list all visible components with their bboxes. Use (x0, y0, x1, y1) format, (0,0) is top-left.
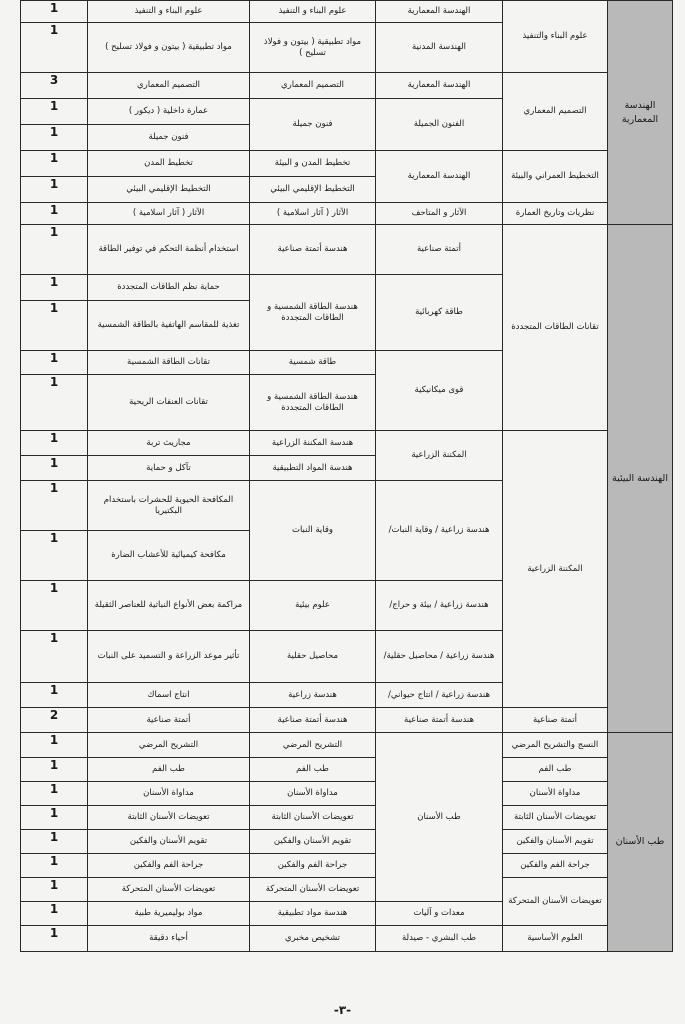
count-cell: 1 (21, 902, 88, 926)
subject-cell: طب الفم (250, 758, 376, 782)
table-row (21, 1, 673, 23)
course-cell: تقويم الأسنان والفكين (88, 830, 250, 854)
course-cell: تغذية للمقاسم الهاتفية بالطاقة الشمسية (88, 301, 250, 351)
count-cell: 1 (21, 99, 88, 125)
course-cell: تعويضات الأسنان المتحركة (88, 878, 250, 902)
major-cell: معدات و آليات (376, 902, 503, 926)
count-cell: 1 (21, 275, 88, 301)
field-cell: تعويضات الأسنان الثابتة (503, 806, 608, 830)
course-cell: مراكمة بعض الأنواع النباتية للعناصر الثقيلة (88, 581, 250, 631)
count-cell: 1 (21, 375, 88, 431)
major-cell: الفنون الجميلة (376, 99, 503, 151)
subject-cell: هندسة المواد التطبيقية (250, 456, 376, 481)
department-architecture: الهندسة المعمارية (608, 1, 673, 225)
subject-cell: تعويضات الأسنان المتحركة (250, 878, 376, 902)
major-cell: الهندسة المعمارية (376, 73, 503, 99)
subject-cell: هندسة الطاقة الشمسية و الطاقات المتجددة (250, 375, 376, 431)
course-cell: مواد تطبيقية ( بيتون و فولاذ تسليح ) (88, 23, 250, 73)
course-cell: مكافحة كيميائية للأعشاب الضارة (88, 531, 250, 581)
course-cell: تعويضات الأسنان الثابتة (88, 806, 250, 830)
course-cell: تقانات الطاقة الشمسية (88, 351, 250, 375)
major-cell: أتمتة صناعية (376, 225, 503, 275)
course-cell: مجاريث تربة (88, 431, 250, 456)
table-row (21, 806, 673, 830)
subject-cell: فنون جميلة (250, 99, 376, 151)
subject-cell: هندسة الطاقة الشمسية و الطاقات المتجددة (250, 275, 376, 351)
field-cell: مداواة الأسنان (503, 782, 608, 806)
major-cell: هندسة أتمتة صناعية (376, 708, 503, 733)
count-cell: 1 (21, 151, 88, 177)
subject-cell: جراحة الفم والفكين (250, 854, 376, 878)
table-row (21, 854, 673, 878)
count-cell: 1 (21, 631, 88, 683)
course-cell: تأثير موعد الزراعة و التسميد على النبات (88, 631, 250, 683)
subject-cell: التصميم المعماري (250, 73, 376, 99)
subject-cell: هندسة أتمتة صناعية (250, 708, 376, 733)
count-cell: 1 (21, 481, 88, 531)
subject-cell: الآثار ( آثار اسلامية ) (250, 203, 376, 225)
field-cell: تعويضات الأسنان المتحركة (503, 878, 608, 926)
major-cell: هندسة زراعية / انتاج حيواني/ (376, 683, 503, 708)
count-cell: 1 (21, 878, 88, 902)
subject-cell: تخطيط المدن و البيئة (250, 151, 376, 177)
table-row (21, 225, 673, 275)
table-row (21, 830, 673, 854)
course-cell: أتمتة صناعية (88, 708, 250, 733)
course-cell: أحياء دقيقة (88, 926, 250, 952)
course-cell: مداواة الأسنان (88, 782, 250, 806)
subject-cell: علوم بيئية (250, 581, 376, 631)
course-cell: حماية نظم الطاقات المتجددة (88, 275, 250, 301)
count-cell: 1 (21, 854, 88, 878)
course-cell: تقانات العنفات الريحية (88, 375, 250, 431)
course-cell: تآكل و حماية (88, 456, 250, 481)
course-cell: تخطيط المدن (88, 151, 250, 177)
subject-cell: تعويضات الأسنان الثابتة (250, 806, 376, 830)
department-dentistry: طب الأسنان (608, 733, 673, 952)
count-cell: 1 (21, 225, 88, 275)
department-environmental: الهندسة البيئية (608, 225, 673, 733)
major-cell: طب البشري - صيدلة (376, 926, 503, 952)
major-cell: الهندسة المدنية (376, 23, 503, 73)
courses-table-sheet (20, 0, 672, 995)
count-cell: 1 (21, 125, 88, 151)
subject-cell: محاصيل حقلية (250, 631, 376, 683)
major-cell: طب الأسنان (376, 733, 503, 902)
subject-cell: هندسة المكننة الزراعية (250, 431, 376, 456)
table-row (21, 203, 673, 225)
table-row (21, 708, 673, 733)
subject-cell: هندسة زراعية (250, 683, 376, 708)
count-cell: 1 (21, 203, 88, 225)
major-cell: هندسة زراعية / وقاية النبات/ (376, 481, 503, 581)
subject-cell: تقويم الأسنان والفكين (250, 830, 376, 854)
course-cell: مواد بوليميرية طبية (88, 902, 250, 926)
count-cell: 1 (21, 683, 88, 708)
subject-cell: طاقة شمسية (250, 351, 376, 375)
count-cell: 1 (21, 733, 88, 758)
course-cell: التشريح المرضي (88, 733, 250, 758)
subject-cell: تشخيص مخبري (250, 926, 376, 952)
count-cell: 1 (21, 456, 88, 481)
course-cell: الآثار ( آثار اسلامية ) (88, 203, 250, 225)
course-cell: علوم البناء و التنفيذ (88, 1, 250, 23)
table-row (21, 878, 673, 902)
course-cell: استخدام أنظمة التحكم في توفير الطاقة (88, 225, 250, 275)
field-cell: طب الفم (503, 758, 608, 782)
major-cell: هندسة زراعية / محاصيل حقلية/ (376, 631, 503, 683)
major-cell: الهندسة المعمارية (376, 1, 503, 23)
field-cell: التخطيط العمراني والبيئة (503, 151, 608, 203)
count-cell: 1 (21, 782, 88, 806)
table-row (21, 151, 673, 177)
count-cell: 1 (21, 531, 88, 581)
count-cell: 1 (21, 758, 88, 782)
field-cell: نظريات وتاريخ العمارة (503, 203, 608, 225)
subject-cell: هندسة أتمتة صناعية (250, 225, 376, 275)
count-cell: 1 (21, 926, 88, 952)
major-cell: الآثار و المتاحف (376, 203, 503, 225)
table-row (21, 758, 673, 782)
subject-cell: مداواة الأسنان (250, 782, 376, 806)
field-cell: التصميم المعماري (503, 73, 608, 151)
count-cell: 1 (21, 301, 88, 351)
field-cell: جراحة الفم والفكين (503, 854, 608, 878)
table-row (21, 926, 673, 952)
table-row (21, 431, 673, 456)
major-cell: هندسة زراعية / بيئة و حراج/ (376, 581, 503, 631)
field-cell: العلوم الأساسية (503, 926, 608, 952)
courses-table (20, 0, 673, 952)
count-cell: 3 (21, 73, 88, 99)
course-cell: انتاج اسماك (88, 683, 250, 708)
course-cell: جراحة الفم والفكين (88, 854, 250, 878)
count-cell: 2 (21, 708, 88, 733)
count-cell: 1 (21, 431, 88, 456)
count-cell: 1 (21, 177, 88, 203)
table-row (21, 73, 673, 99)
subject-cell: وقاية النبات (250, 481, 376, 581)
field-cell: تقانات الطاقات المتجددة (503, 225, 608, 431)
count-cell: 1 (21, 806, 88, 830)
course-cell: المكافحة الحيوية للحشرات باستخدام البكتيريا (88, 481, 250, 531)
major-cell: الهندسة المعمارية (376, 151, 503, 203)
subject-cell: علوم البناء و التنفيذ (250, 1, 376, 23)
subject-cell: التشريح المرضي (250, 733, 376, 758)
field-cell: المكننة الزراعية (503, 431, 608, 708)
subject-cell: هندسة مواد تطبيقية (250, 902, 376, 926)
field-cell: علوم البناء والتنفيذ (503, 1, 608, 73)
major-cell: المكننة الزراعية (376, 431, 503, 481)
subject-cell: التخطيط الإقليمي البيئي (250, 177, 376, 203)
table-row (21, 782, 673, 806)
major-cell: طاقة كهربائية (376, 275, 503, 351)
course-cell: التخطيط الإقليمي البيئي (88, 177, 250, 203)
field-cell: تقويم الأسنان والفكين (503, 830, 608, 854)
table-row (21, 733, 673, 758)
major-cell: قوى ميكانيكية (376, 351, 503, 431)
field-cell: النسج والتشريح المرضي (503, 733, 608, 758)
course-cell: فنون جميلة (88, 125, 250, 151)
count-cell: 1 (21, 351, 88, 375)
subject-cell: مواد تطبيقية ( بيتون و فولاذ تسليح ) (250, 23, 376, 73)
field-cell: أتمتة صناعية (503, 708, 608, 733)
count-cell: 1 (21, 23, 88, 73)
count-cell: 1 (21, 581, 88, 631)
course-cell: طب الفم (88, 758, 250, 782)
count-cell: 1 (21, 1, 88, 23)
page-number: -٣- (333, 1003, 352, 1017)
course-cell: التصميم المعماري (88, 73, 250, 99)
count-cell: 1 (21, 830, 88, 854)
course-cell: عمارة داخلية ( ديكور ) (88, 99, 250, 125)
